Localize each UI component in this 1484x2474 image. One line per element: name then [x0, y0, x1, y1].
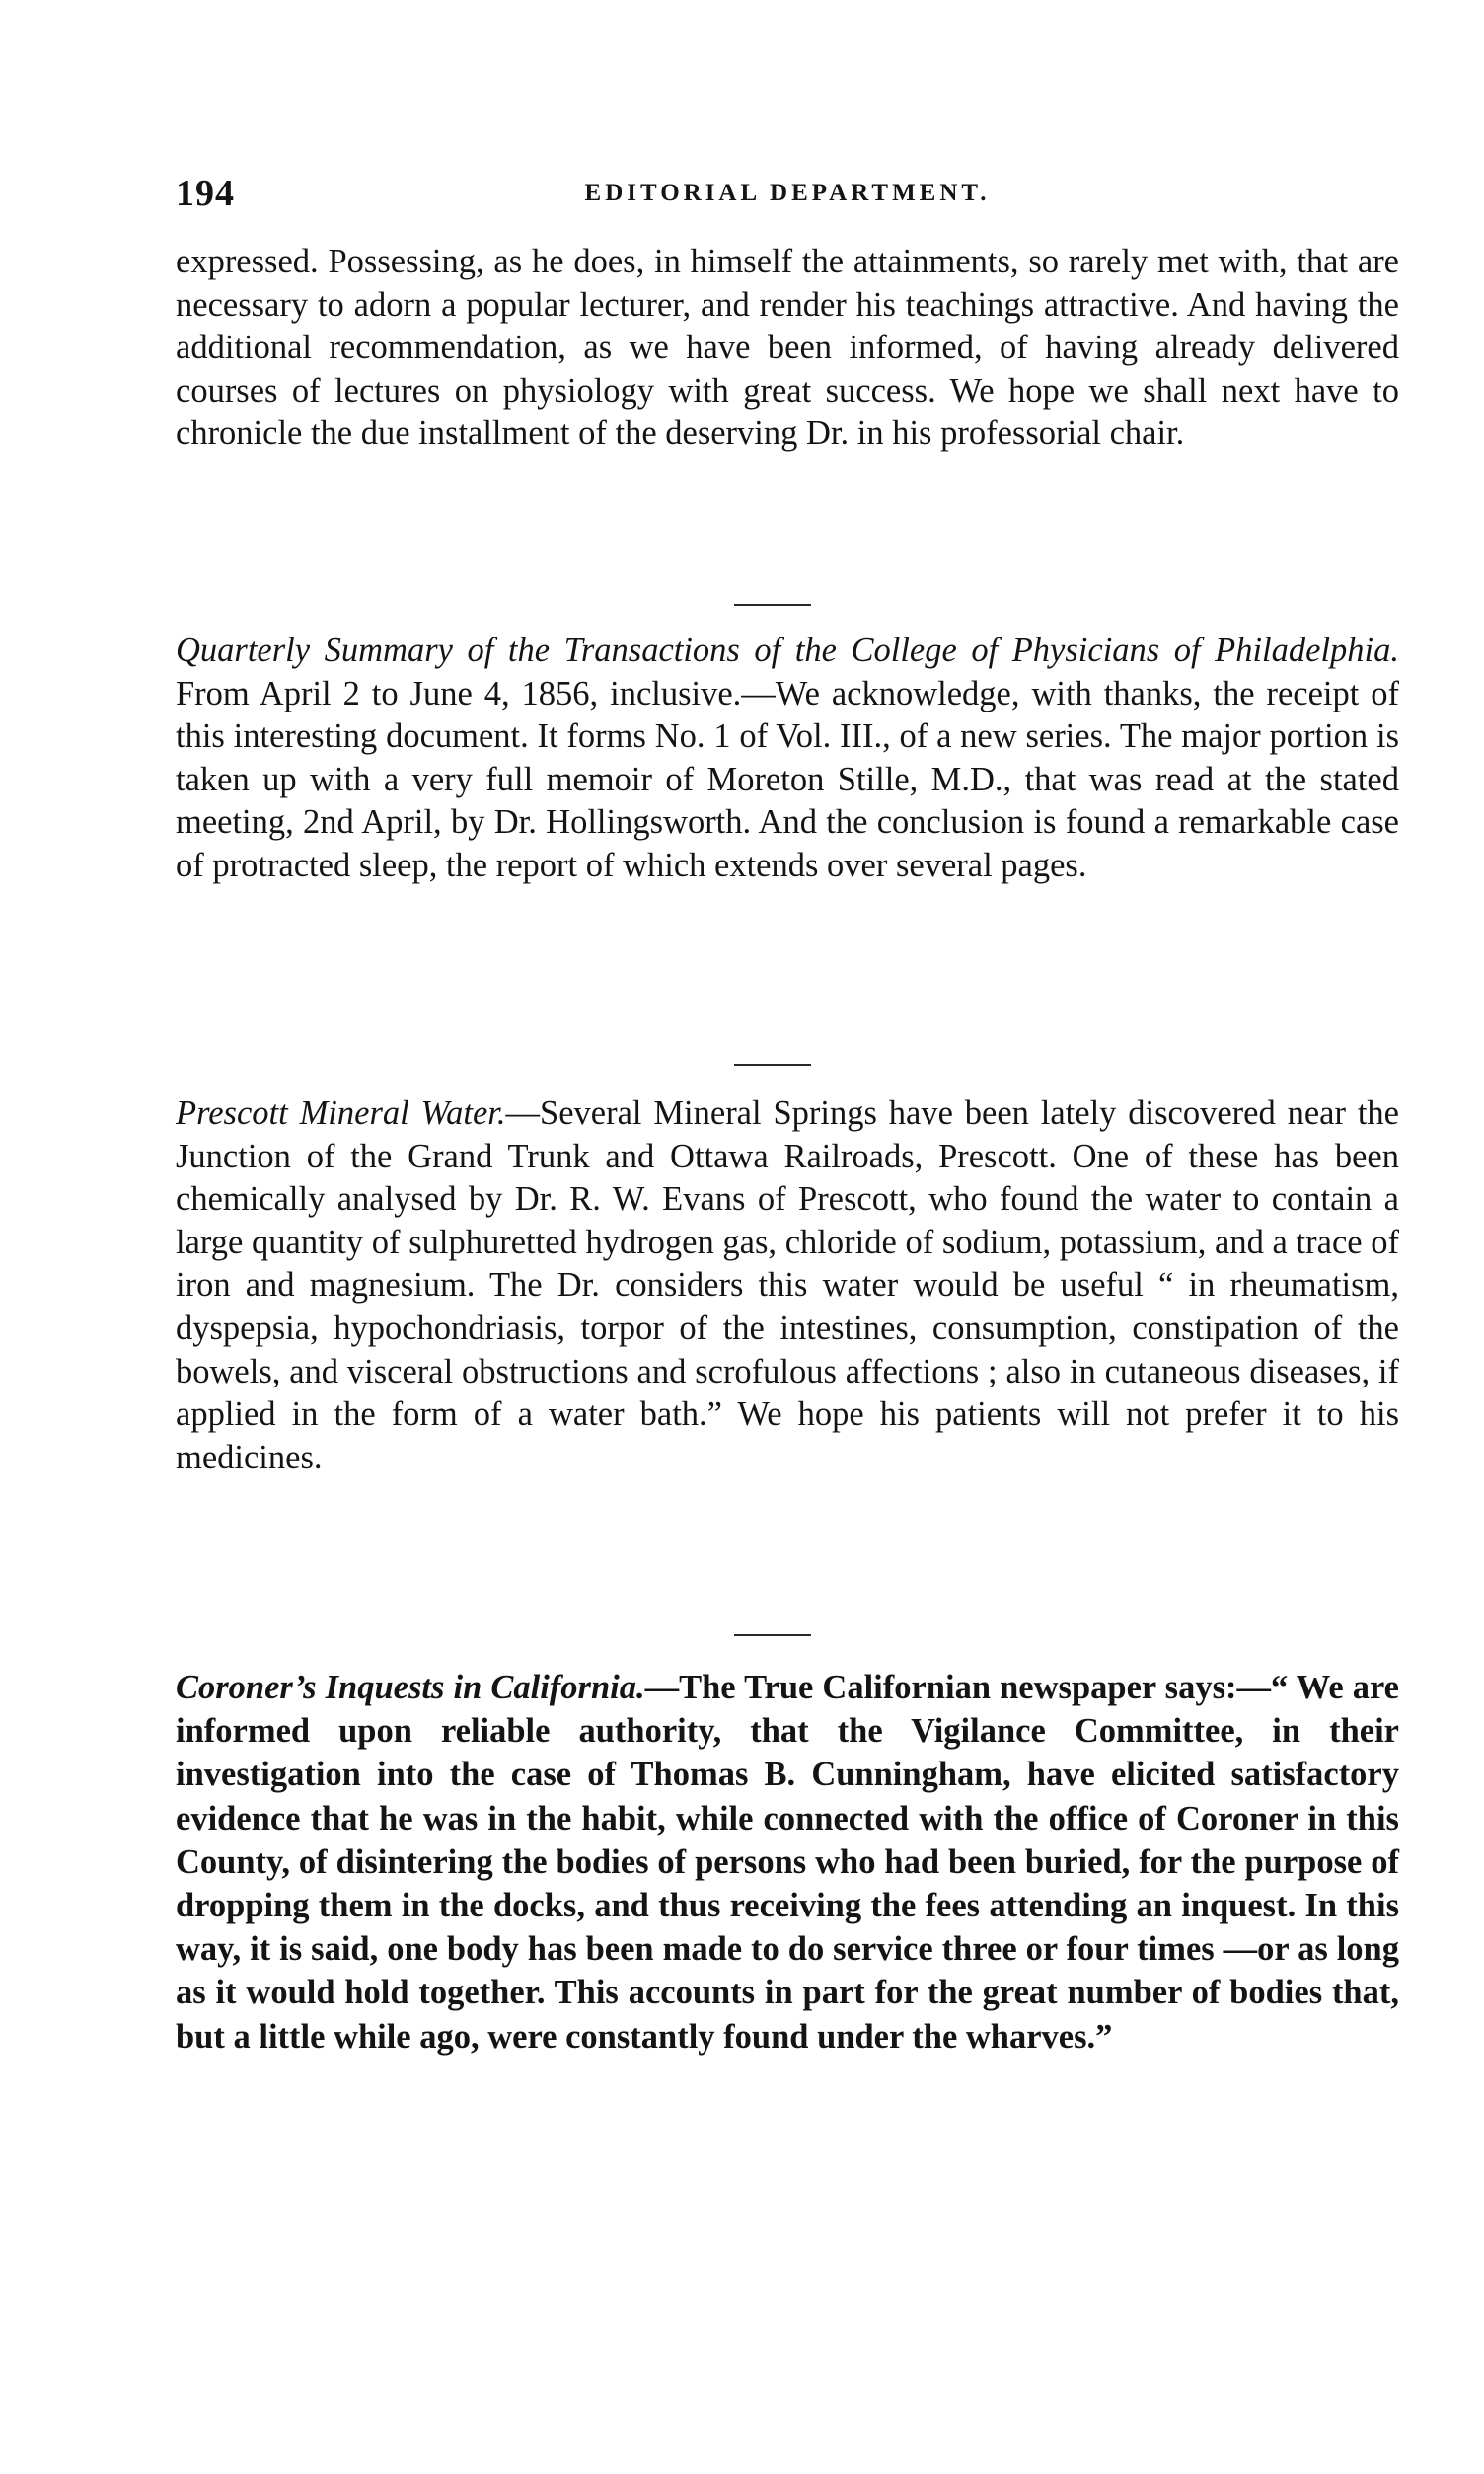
paragraph-text: From April 2 to June 4, 1856, inclusive.—We acknowledge, with thanks, the receipt of this interesting document. It forms No. 1 of Vol. III., of a new series. The major portion is taken up with a very full memoir of Moreton Stille, M.D., that was read at the stated meeting, 2nd April, by Dr. Hollingsworth. And the conclusion is found a remarkable case of protracted sleep, the report of which extends over several pages.	[176, 674, 1399, 884]
page-number: 194	[176, 173, 235, 214]
paragraph-text: expressed. Possessing, as he does, in himself the attainments, so rarely met with, that are necessary to adorn a popular lecturer, and render his teachings attractive. And having the additional recommendation, as we have been informed, of having already delivered courses of lectures on physiology with great success. We hope we shall next have to chronicle the due installment of the deserving Dr. in his professorial chair.	[176, 243, 1399, 453]
paragraph-heading: Quarterly Summary of the Transactions of the College of Physicians of Philadelphia.	[176, 632, 1399, 669]
paragraph-heading: Prescott Mineral Water.	[176, 1094, 506, 1132]
paragraph-heading: Coroner’s Inquests in California.	[176, 1669, 645, 1706]
page-header	[176, 166, 1399, 221]
running-head: EDITORIAL DEPARTMENT.	[584, 180, 991, 206]
paragraph-text: —The True Californian newspaper says:—“ We are informed upon reliable authority, that the Vigilance Committee, in their investigation into the case of Thomas B. Cunningham, have elicited satisfactory evidence that he was in the habit, while connected with the office of Coroner in this County, of disintering the bodies of persons who had been buried, for the purpose of dropping them in the docks, and thus receiving the fees attending an inquest. In this way, it is said, one body has been made to do service three or four times —or as long as it would hold together. This accounts in part for the great number of bodies that, but a little while ago, were constantly found under the wharves.”	[176, 1669, 1399, 2056]
section-divider	[734, 604, 811, 606]
paragraph-prescott-mineral-water	[176, 1092, 1399, 1479]
section-divider	[734, 1064, 811, 1066]
paragraph-lecturer	[176, 241, 1399, 456]
paragraph-text: —Several Mineral Springs have been lately discovered near the Junction of the Grand Trunk and Ottawa Railroads, Prescott. One of these has been chemically analysed by Dr. R. W. Evans of Prescott, who found the water to contain a large quantity of sulphuretted hydrogen gas, chloride of sodium, potassium, and a trace of iron and magnesium. The Dr. considers this water would be useful “ in rheumatism, dyspepsia, hypochondriasis, torpor of the intestines, consumption, constipation of the bowels, and visceral obstructions and scrofulous affections ; also in cutaneous diseases, if applied in the form of a water bath.” We hope his patients will not prefer it to his medicines.	[176, 1094, 1399, 1476]
paragraph-coroners-inquests	[176, 1666, 1399, 2059]
section-divider	[734, 1634, 811, 1636]
paragraph-quarterly-summary	[176, 630, 1399, 888]
